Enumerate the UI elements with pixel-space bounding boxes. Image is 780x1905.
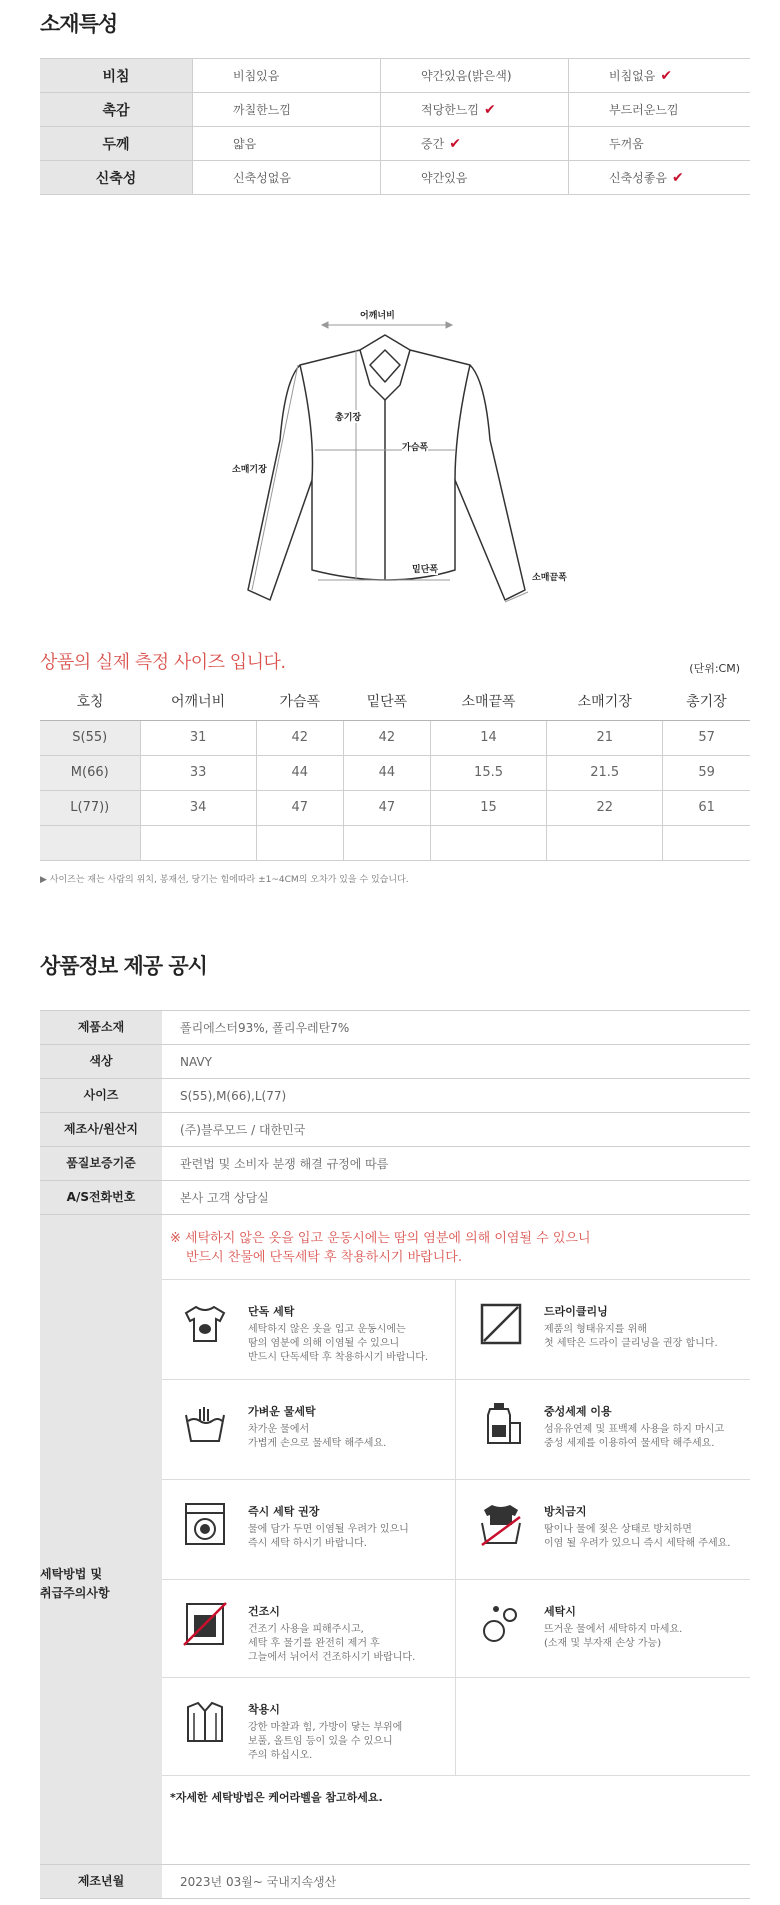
fabric-option: 얇음 [192,127,380,160]
info-title: 상품정보 제공 공시 [40,954,207,978]
info-value: 관련법 및 소비자 분쟁 해결 규정에 따름 [180,1157,389,1171]
table-row [40,720,750,755]
info-label: 제품소재 [40,1011,162,1044]
size-cell: 47 [256,790,343,825]
sleeve-length-label: 소매기장 [232,462,267,475]
fabric-row [40,127,750,161]
info-table [40,1010,750,1899]
table-row [40,755,750,790]
size-cell: 31 [140,720,256,755]
size-name: S(55) [40,720,140,755]
info-row [40,1147,750,1181]
size-note: ▶ 사이즈는 재는 사람의 위치, 봉재선, 당기는 힘에따라 ±1~4CM의 오차가 있을 수 있습니다. [40,875,409,885]
fabric-label: 촉감 [40,93,192,126]
fabric-label: 신축성 [40,161,192,194]
care-item: 즉시 세탁 권장 물에 담가 두면 이염될 우려가 있으니 즉시 세탁 하시기 바랍니다. [162,1481,442,1577]
hem-label: 밑단폭 [412,562,438,575]
fabric-label: 비침 [40,59,192,92]
bubbles-icon [478,1601,524,1647]
check-icon: ✔ [660,67,673,84]
fabric-row [40,161,750,195]
size-header: 밑단폭 [343,682,430,720]
info-label: 사이즈 [40,1079,162,1112]
size-header: 가슴폭 [256,682,343,720]
size-name [40,825,140,860]
care-note: *자세한 세탁방법은 케어라벨을 참고하세요. [170,1791,383,1804]
info-label: 제조년월 [40,1865,162,1898]
size-cell: 57 [663,720,750,755]
care-item: 방치금지 땀이나 물에 젖은 상태로 방치하면 이염 될 우려가 있으니 즉시 세탁해 주세요. [458,1481,738,1577]
hand-wash-icon [182,1401,228,1447]
info-value: 2023년 03월~ 국내지속생산 [180,1875,337,1889]
size-heading: 상품의 실제 측정 사이즈 입니다. [40,652,286,673]
size-cell: 15.5 [430,755,546,790]
fabric-row [40,59,750,93]
fabric-option: 신축성좋음 ✔ [568,161,750,194]
care-warning: ※ 세탁하지 않은 옷을 입고 운동시에는 땀의 염분에 의해 이염될 수 있으니 반드시 찬물에 단독세탁 후 착용하시기 바랍니다. [170,1231,591,1265]
care-item: 가벼운 물세탁 차가운 물에서 가볍게 손으로 물세탁 해주세요. [162,1381,442,1477]
cuff-label: 소매끝폭 [532,570,567,583]
size-name: M(66) [40,755,140,790]
size-header: 총기장 [663,682,750,720]
fabric-option: 약간있음 [380,161,568,194]
size-cell [547,825,663,860]
care-item: 세탁시 뜨거운 물에서 세탁하지 마세요. (소재 및 부자재 손상 가능) [458,1581,738,1677]
tshirt-stain-icon [182,1301,228,1347]
info-label: A/S전화번호 [40,1181,162,1214]
info-row [40,1181,750,1215]
size-table [40,682,750,861]
size-cell: 44 [256,755,343,790]
size-header: 어깨너비 [140,682,256,720]
total-length-label: 총기장 [335,410,361,423]
size-cell: 33 [140,755,256,790]
size-cell [140,825,256,860]
washing-machine-icon [182,1501,228,1547]
fabric-option: 중간 ✔ [380,127,568,160]
info-value: S(55),M(66),L(77) [180,1088,287,1103]
check-icon: ✔ [449,135,461,152]
size-cell: 21.5 [547,755,663,790]
info-label: 제조사/원산지 [40,1113,162,1146]
care-item: 중성세제 이용 섬유유연제 및 표백제 사용을 하지 마시고 중성 세제를 이용하여 물세탁 해주세요. [458,1381,738,1477]
chest-label: 가슴폭 [402,440,428,453]
jacket-measurement-diagram [232,290,570,610]
fabric-option: 적당한느낌 ✔ [380,93,568,126]
info-label: 품질보증기준 [40,1147,162,1180]
size-unit: (단위:CM) [689,662,740,675]
size-header: 소매끝폭 [430,682,546,720]
fabric-option: 약간있음(밝은색) [380,59,568,92]
fabric-option: 신축성없음 [192,161,380,194]
size-cell: 21 [547,720,663,755]
dry-clean-icon [478,1301,524,1347]
size-cell: 15 [430,790,546,825]
table-row [40,790,750,825]
size-cell [256,825,343,860]
fabric-option: 비침없음 ✔ [568,59,750,92]
fabric-option: 부드러운느낌 [568,93,750,126]
shirt-wear-icon [182,1699,228,1745]
shoulder-label: 어깨너비 [360,308,395,321]
table-row [40,825,750,860]
size-cell: 42 [256,720,343,755]
info-row [40,1011,750,1045]
info-value: (주)블루모드 / 대한민국 [180,1123,306,1137]
care-row [40,1215,750,1865]
size-name: L(77)) [40,790,140,825]
size-cell: 22 [547,790,663,825]
info-value: 폴리에스터93%, 폴리우레탄7% [180,1021,350,1035]
size-cell: 44 [343,755,430,790]
size-header: 소매기장 [547,682,663,720]
info-row [40,1079,750,1113]
size-header-row [40,682,750,720]
size-cell: 14 [430,720,546,755]
care-item: 건조시 건조기 사용을 피해주시고, 세탁 후 물기를 완전히 제거 후 그늘에서 뉘어서 건조하시기 바랍니다. [162,1581,442,1677]
size-cell: 34 [140,790,256,825]
care-item: 착용시 강한 마찰과 힘, 가방이 닿는 부위에 보풀, 올트임 등이 있을 수 있으니 주의 하십시오. [162,1679,442,1775]
info-value: 본사 고객 상담실 [180,1191,269,1205]
detergent-icon [478,1401,524,1447]
fabric-option: 두꺼움 [568,127,750,160]
info-row [40,1865,750,1899]
check-icon: ✔ [671,169,684,186]
fabric-title: 소재특성 [40,12,118,36]
fabric-row [40,93,750,127]
care-item: 드라이클리닝 제품의 형태유지를 위해 첫 세탁은 드라이 클리닝을 권장 합니다. [458,1281,738,1377]
size-cell: 47 [343,790,430,825]
care-label: 세탁방법 및 취급주의사항 [40,1215,162,1864]
fabric-option: 까칠한느낌 [192,93,380,126]
size-cell [663,825,750,860]
fabric-table [40,58,750,195]
fabric-option: 비침있음 [192,59,380,92]
info-value: NAVY [180,1054,212,1069]
info-row [40,1113,750,1147]
size-cell: 61 [663,790,750,825]
size-cell [430,825,546,860]
size-cell [343,825,430,860]
no-dryer-icon [182,1601,228,1647]
care-item: 단독 세탁 세탁하지 않은 옷을 입고 운동시에는 땀의 염분에 의해 이염될 수 있으니 반드시 단독세탁 후 착용하시기 바랍니다. [162,1281,442,1377]
info-row [40,1045,750,1079]
info-label: 색상 [40,1045,162,1078]
check-icon: ✔ [483,101,496,118]
fabric-label: 두께 [40,127,192,160]
size-cell: 59 [663,755,750,790]
no-soak-icon [478,1501,524,1547]
care-body [162,1215,750,1864]
size-header: 호칭 [40,682,140,720]
size-cell: 42 [343,720,430,755]
